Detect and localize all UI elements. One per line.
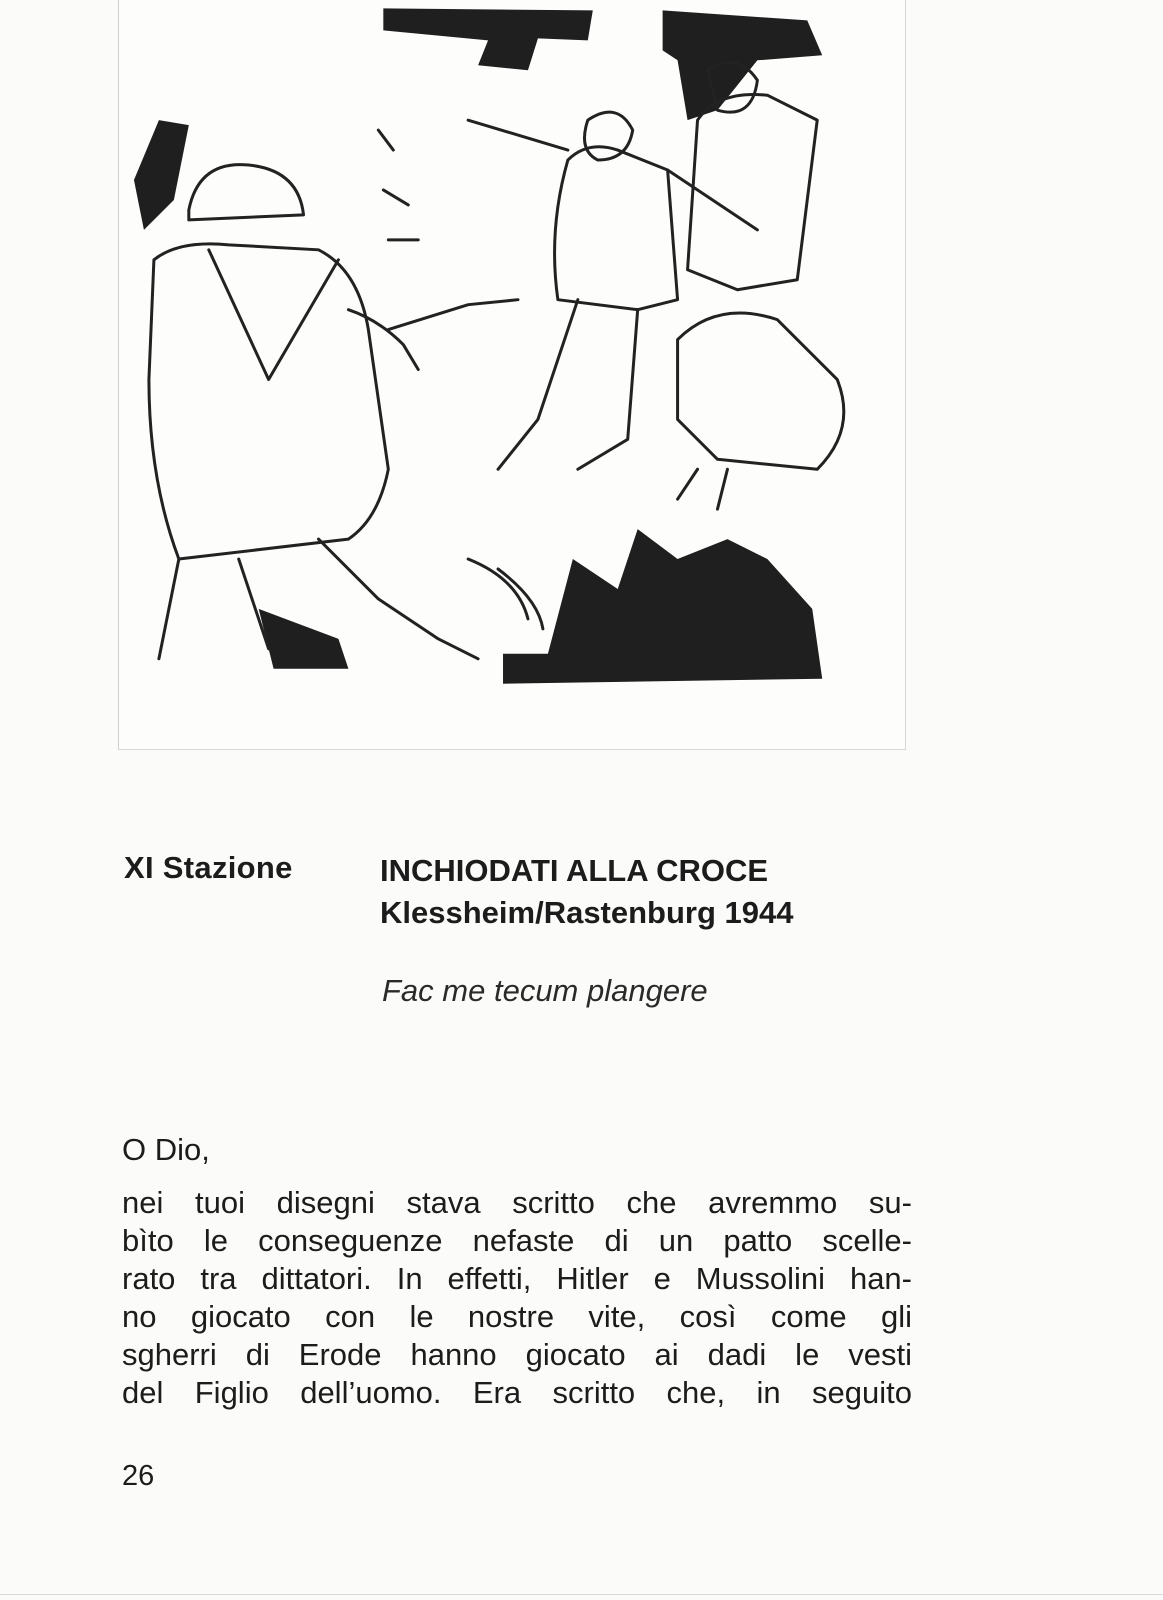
rifle [388, 300, 518, 330]
station-title-block [380, 850, 794, 934]
station-illustration [118, 0, 906, 750]
soldier-straps [209, 250, 339, 380]
bullet-marks [378, 130, 418, 240]
body-line: no giocato con le nostre vite, così come gli [122, 1299, 912, 1334]
body-line: bìto le conseguenze nefaste di un patto scelle- [122, 1223, 912, 1258]
page-bottom-edge [0, 1594, 1163, 1595]
soldier-back [149, 244, 388, 559]
soldier-arm [348, 310, 418, 370]
victim-one-legs [498, 300, 638, 470]
motion-lines [468, 559, 543, 629]
latin-motto: Fac me tecum plangere [382, 973, 708, 1008]
station-place-date: Klessheim/Rastenburg 1944 [380, 895, 794, 930]
victim-three-hands [678, 469, 728, 509]
victim-two-body [688, 94, 818, 289]
body-line: rato tra dittatori. In effetti, Hitler e Mussolini han- [122, 1261, 912, 1296]
body-line: del Figlio dell’uomo. Era scritto che, in seguito [122, 1375, 912, 1410]
sky-ink-stroke-1 [383, 8, 592, 70]
soldier-helmet [189, 165, 304, 220]
prayer-salutation: O Dio, [122, 1132, 210, 1167]
boot-ink-stroke [259, 609, 349, 669]
victim-one-arms [468, 120, 757, 230]
station-label: XI Stazione [124, 850, 293, 885]
execution-scene-drawing [119, 0, 905, 749]
page-number: 26 [122, 1460, 155, 1492]
station-title: INCHIODATI ALLA CROCE [380, 853, 769, 888]
ground-ink-shadow [503, 529, 822, 684]
prayer-body [122, 1184, 912, 1412]
body-line: nei tuoi disegni stava scritto che avremmo su- [122, 1185, 912, 1220]
body-line: sgherri di Erode hanno giocato ai dadi le vesti [122, 1337, 912, 1372]
victim-three-crouched [678, 313, 844, 469]
helmet-ink-stroke [134, 120, 189, 230]
victim-one-body [555, 147, 678, 310]
